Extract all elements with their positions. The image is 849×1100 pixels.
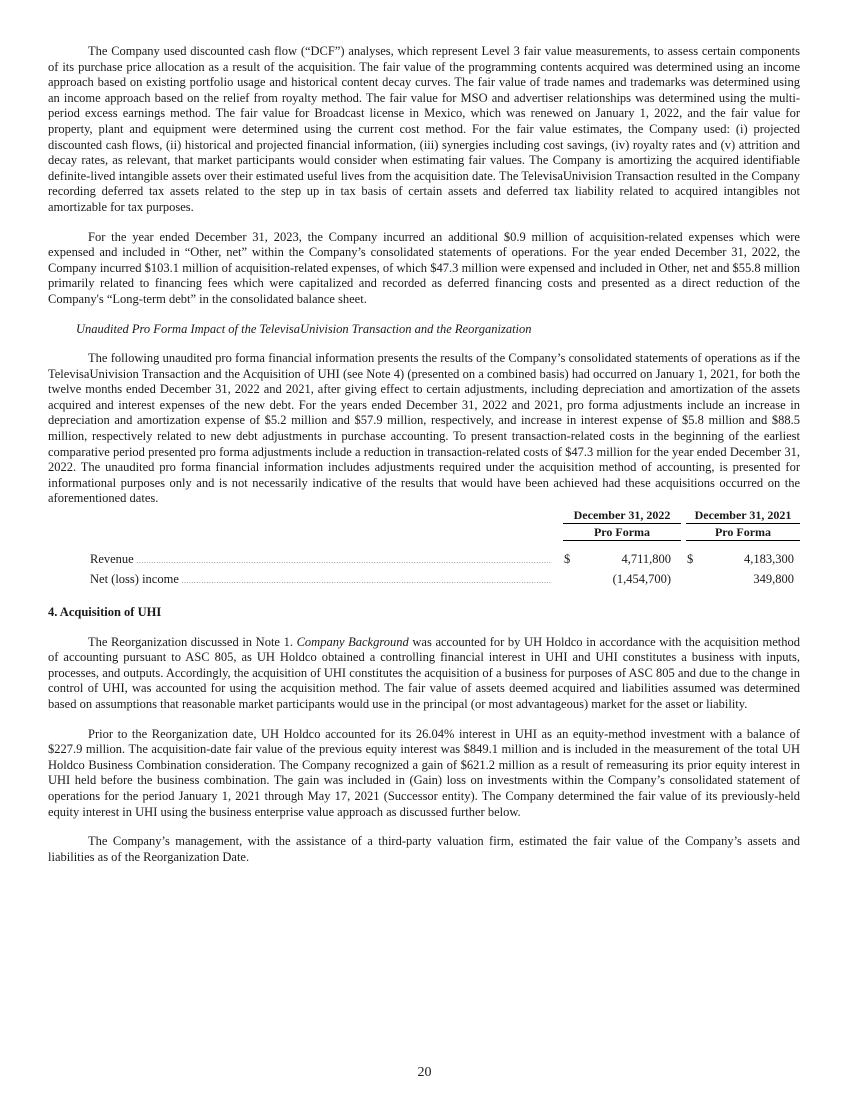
row-label: Net (loss) income ..... [90, 569, 552, 591]
currency-symbol: $ [687, 552, 694, 567]
paragraph-management: The Company’s management, with the assistance of a third-party valuation firm, estimated the fair value of the Company’s assets and liabilities as of the Reorganization Date. [48, 834, 800, 864]
italic-reference: Company Background [296, 634, 409, 649]
value-2022: 4,711,800 [621, 552, 671, 567]
page-number: 20 [417, 1065, 432, 1080]
section-title: 4. Acquisition of UHI [48, 605, 162, 620]
document-page [48, 44, 800, 865]
proforma-subheading: Unaudited Pro Forma Impact of the TelevisaUnivision Transaction and the Reorganization [76, 321, 532, 336]
paragraph-dcf: The Company used discounted cash flow (“DCF”) analyses, which represent Level 3 fair value measurements, to assess certain components of its purchase price allocation as a result of the acquisition. The fair value of the programming contents acquired was determined using an income approach based on existing portfolio usage and historical content decay curves. The fair value of trade names and trademarks was determined using an income approach based on the relief from royalty method. The fair value for MSO and advertiser relationships was determined using the multi-period excess earnings method. The fair value for Broadcast license in Mexico, which was renewed on January 1, 2022, and the fair value for property, plant and equipment were determined using the current cost method. For the fair value estimates, the Company used: (i) projected discounted cash flows, (ii) historical and projected financial information, (iii) synergies including cost savings, (iv) royalty rates and (v) attrition and decay rates, as relevant, that market participants would consider when estimating fair values. The Company is amortizing the acquired identifiable definite-lived intangible assets over their estimated useful lives from the acquisition date. The TelevisaUnivision Transaction resulted in the Company recording deferred tax assets related to the step up in tax basis of certain assets and deferred tax liability related to acquired intangibles not amortizable for tax purposes. [48, 44, 800, 214]
value-2021: 349,800 [753, 572, 794, 587]
table-row [48, 549, 800, 569]
table-row [48, 569, 800, 589]
currency-symbol: $ [564, 552, 571, 567]
paragraph-proforma: The following unaudited pro forma financial information presents the results of the Company’s consolidated statements of operations as if the TelevisaUnivision Transaction and the Acquisition of UHI (see Note 4) (presented on a combined basis) had occurred on January 1, 2021, for both the twelve months ended December 31, 2022 and 2021, after giving effect to certain adjustments, including depreciation and amortization of the assets acquired and interest expenses of the new debt. For the years ended December 31, 2022 and 2021, pro forma adjustments include an increase in depreciation and amortization expense of $5.2 million and $57.9 million, respectively, and increase in interest expense of $5.8 million and $88.5 million, respectively related to new debt adjustments in purchase accounting. To present transaction-related costs in the beginning of the earliest comparative period presented pro forma adjustments include a reduction in transaction-related costs of $47.3 million for the year ended December 31, 2022. The unaudited pro forma financial information includes adjustments required under the acquisition method of accounting, is presented for informational purposes only and is not necessarily indicative of the results that would have been achieved had these acquisitions occurred on the aforementioned dates. [48, 351, 800, 506]
column-header-2022: December 31, 2022 Pro Forma [563, 507, 681, 541]
paragraph-prior-interest: Prior to the Reorganization date, UH Holdco accounted for its 26.04% interest in UHI as an equity-method investment with a balance of $227.9 million. The acquisition-date fair value of the previous equity interest was $849.1 million and is included in the measurement of the total UH Holdco Business Combination consideration. The Company recognized a gain of $621.2 million as a result of remeasuring its prior equity interest in UHI held before the business combination. The gain was included in (Gain) loss on investments within the Company’s consolidated statement of operations for the period January 1, 2021 through May 17, 2021 (Successor entity). The Company determined the fair value of its previously-held equity interest in UHI using the business enterprise value approach as discussed further below. [48, 726, 800, 819]
value-2022: (1,454,700) [612, 572, 671, 587]
value-2021: 4,183,300 [744, 552, 794, 567]
paragraph-acquisition-expenses: For the year ended December 31, 2023, the Company incurred an additional $0.9 million of acquisition-related expenses which were expensed and included in “Other, net” within the Company’s consolidated statements of operations. For the year ended December 31, 2022, the Company incurred $103.1 million of acquisition-related expenses, of which $47.3 million were expensed and included in Other, net and $55.8 million primarily related to financing fees which were capitalized and recorded as deferred financing costs and presented as a direct reduction of the Company's “Long-term debt” in the consolidated balance sheet. [48, 229, 800, 306]
table-header [48, 507, 800, 541]
proforma-table [48, 507, 800, 589]
column-header-2021: December 31, 2021 Pro Forma [686, 507, 800, 541]
row-label: Revenue ..... [90, 549, 552, 571]
paragraph-reorganization: The Reorganization discussed in Note 1. Company Background was accounted for by UH Holdco in accordance with the acquisition method of accounting pursuant to ASC 805, as UH Holdco obtained a controlling financial interest in UHI and UHI constitutes a business with inputs, processes, and outputs. Accordingly, the acquisition of UHI constitutes the acquisition of a business for purposes of ASC 805 and due to the change in control of UHI, was accounted for using the acquisition method. The fair value of assets deemed acquired and liabilities assumed was determined based on assumptions that reasonable market participants would use in the principal (or most advantageous) market for the asset or liability. [48, 634, 800, 711]
